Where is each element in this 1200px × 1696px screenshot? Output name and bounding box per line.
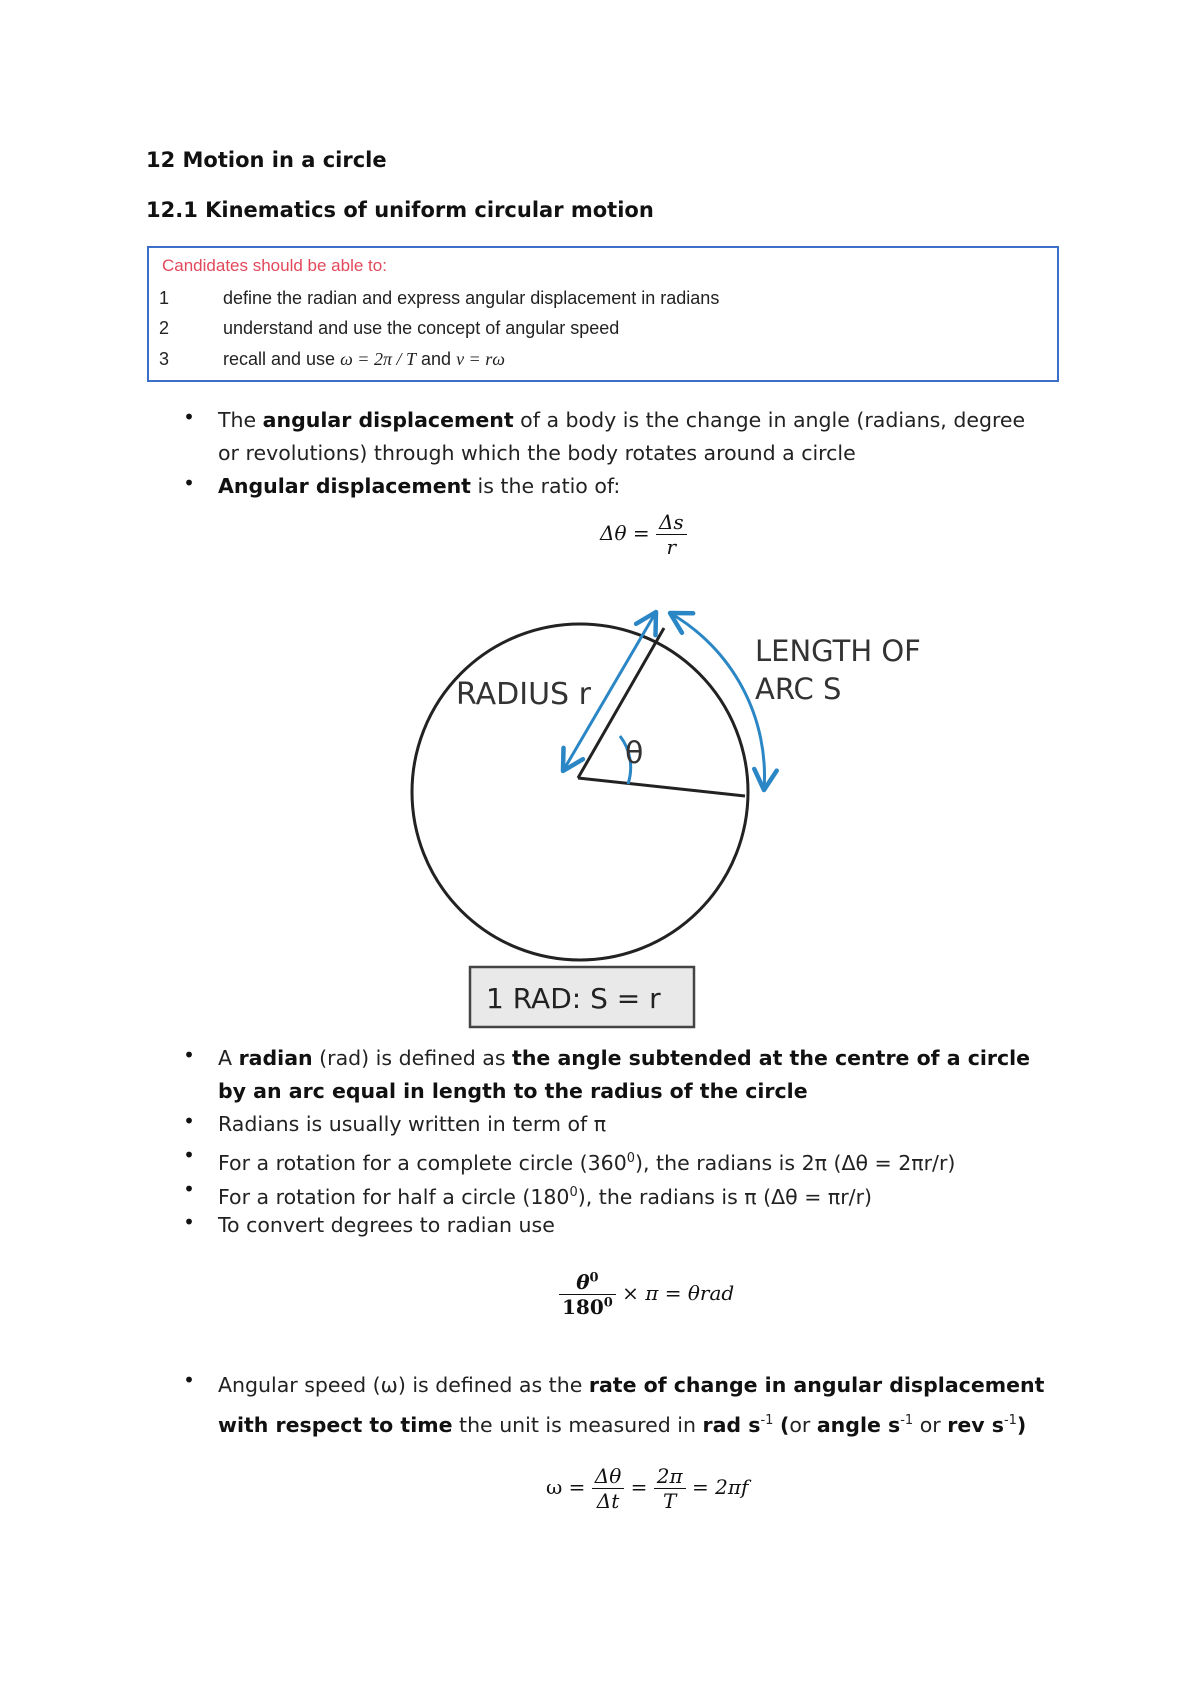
angular-speed-definition: Angular speed (ω) is defined as the rate of change in angular displacement with respect to time the unit is measured in rad $s^{-1}$ (or angle $s^{-1}$ or rev $s^{-1}$) [218,1373,1045,1437]
theta-label: θ [625,736,644,771]
convert-note: To convert degrees to radian use [218,1213,555,1237]
radians-pi-note: Radians is usually written in term of π [218,1112,607,1136]
rad-definition-label: 1 RAD: S = r [486,982,661,1015]
objective-number: 2 [159,318,170,338]
objective-number: 3 [159,349,170,369]
angular-displacement-definition: The angular displacement of a body is the change in angle (radians, degree or revolutions) through which the body rotates around a circle [218,408,1026,465]
radian-definition: A radian (rad) is defined as the angle subtended at the centre of a circle by an arc equal in length to the radius of the circle [218,1046,1031,1103]
bullet-icon: • [183,1143,195,1167]
half-circle-note: For a rotation for half a circle $(180^0)$, the radians is π (Δθ = πr/r) [218,1184,873,1209]
formula-omega: ω = 2π / T [340,349,416,369]
chapter-title: 12 Motion in a circle [146,148,387,172]
bullet-icon: • [183,1177,195,1201]
bullet-icon: • [183,405,195,429]
arc-length-arrow [670,613,765,790]
bullet-icon: • [183,1210,195,1234]
equation-degree-conversion: $\frac{\theta^0}{180^0}$ × π = θrad [559,1270,734,1319]
second-radius-line [578,778,745,796]
complete-circle-note: For a rotation for a complete circle $(360^0)$, the radians is 2π (Δθ = 2πr/r) [218,1150,956,1175]
formula-v: v = rω [456,349,505,369]
objective-text: recall and use ω = 2π / T and v = rω [223,349,505,369]
equation-angular-displacement: Δθ = $\frac{\Delta s}{r}$ [600,510,687,559]
bullet-icon: • [183,1109,195,1133]
arc-label-line2: ARC S [755,672,842,706]
bullet-icon: • [183,1043,195,1067]
bullet-icon: • [183,1368,195,1392]
objective-text: understand and use the concept of angular speed [223,318,620,338]
objective-text: define the radian and express angular displacement in radians [223,288,720,308]
radius-label: RADIUS r [456,677,591,712]
equation-angular-speed: ω = $\frac{\Delta\theta}{\Delta t}$ = $\frac{2\pi}{T}$ = 2πf [546,1464,749,1513]
bullet-icon: • [183,471,195,495]
angular-displacement-ratio: Angular displacement is the ratio of: [218,474,621,498]
objectives-caption: Candidates should be able to: [162,256,387,275]
section-title: 12.1 Kinematics of uniform circular motion [146,198,654,222]
arc-label-line1: LENGTH OF [755,634,921,668]
objective-number: 1 [159,288,170,308]
